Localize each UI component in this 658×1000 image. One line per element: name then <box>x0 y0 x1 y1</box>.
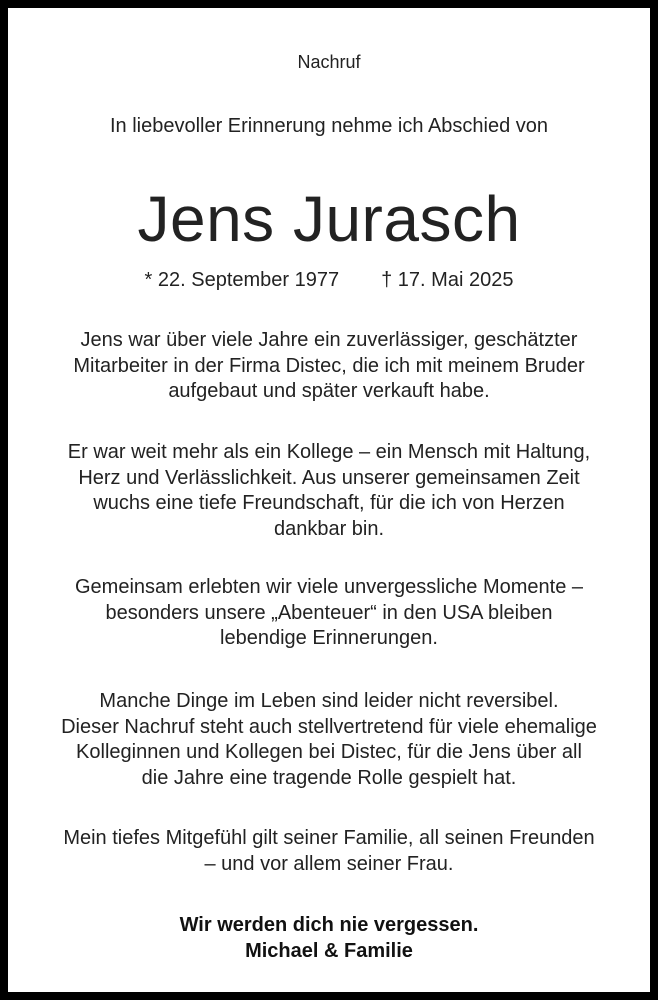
paragraph-line: Herz und Verlässlichkeit. Aus unserer gemeinsamen Zeit <box>78 466 580 489</box>
paragraph-4 <box>8 689 650 791</box>
closing-line: Wir werden dich nie vergessen. <box>179 914 479 936</box>
paragraph-line: Kolleginnen und Kollegen bei Distec, für die Jens über all <box>76 741 582 763</box>
life-dates <box>8 266 650 294</box>
paragraph-3 <box>8 575 650 652</box>
closing-signature <box>8 912 650 964</box>
paragraph-line: Mein tiefes Mitgefühl gilt seiner Familie, all seinen Freunden <box>63 827 595 849</box>
birth-date: * 22. September 1977 <box>144 269 340 291</box>
paragraph-line: wuchs eine tiefe Freundschaft, für die ich von Herzen <box>93 492 565 514</box>
paragraph-5 <box>8 826 650 877</box>
paragraph-line: dankbar bin. <box>273 517 385 540</box>
paragraph-line: Jens war über viele Jahre ein zuverlässiger, geschätzter <box>80 329 578 351</box>
signature: Michael & Familie <box>245 940 413 962</box>
paragraph-line: Manche Dinge im Leben sind leider nicht reversibel. <box>99 690 559 712</box>
paragraph-line: Mitarbeiter in der Firma Distec, die ich mit meinem Bruder <box>73 354 585 377</box>
paragraph-2 <box>8 440 650 542</box>
paragraph-line: Er war weit mehr als ein Kollege – ein Mensch mit Haltung, <box>67 441 591 463</box>
paragraph-line: – und vor allem seiner Frau. <box>204 852 454 875</box>
intro-line: In liebevoller Erinnerung nehme ich Abschied von <box>109 115 549 137</box>
paragraph-line: lebendige Erinnerungen. <box>220 627 438 649</box>
paragraph-line: besonders unsere „Abenteuer“ in den USA bleiben <box>105 601 553 624</box>
deceased-name: Jens Jurasch <box>137 183 521 255</box>
paragraph-line: Gemeinsam erlebten wir viele unvergessliche Momente – <box>74 576 583 598</box>
paragraph-line: die Jahre eine tragende Rolle gespielt hat. <box>141 766 517 789</box>
notice-kicker: Nachruf <box>297 52 361 72</box>
death-date: † 17. Mai 2025 <box>381 269 514 291</box>
paragraph-line: Dieser Nachruf steht auch stellvertretend für viele ehemalige <box>61 715 597 738</box>
paragraph-1 <box>8 328 650 405</box>
paragraph-line: aufgebaut und später verkauft habe. <box>168 380 490 402</box>
